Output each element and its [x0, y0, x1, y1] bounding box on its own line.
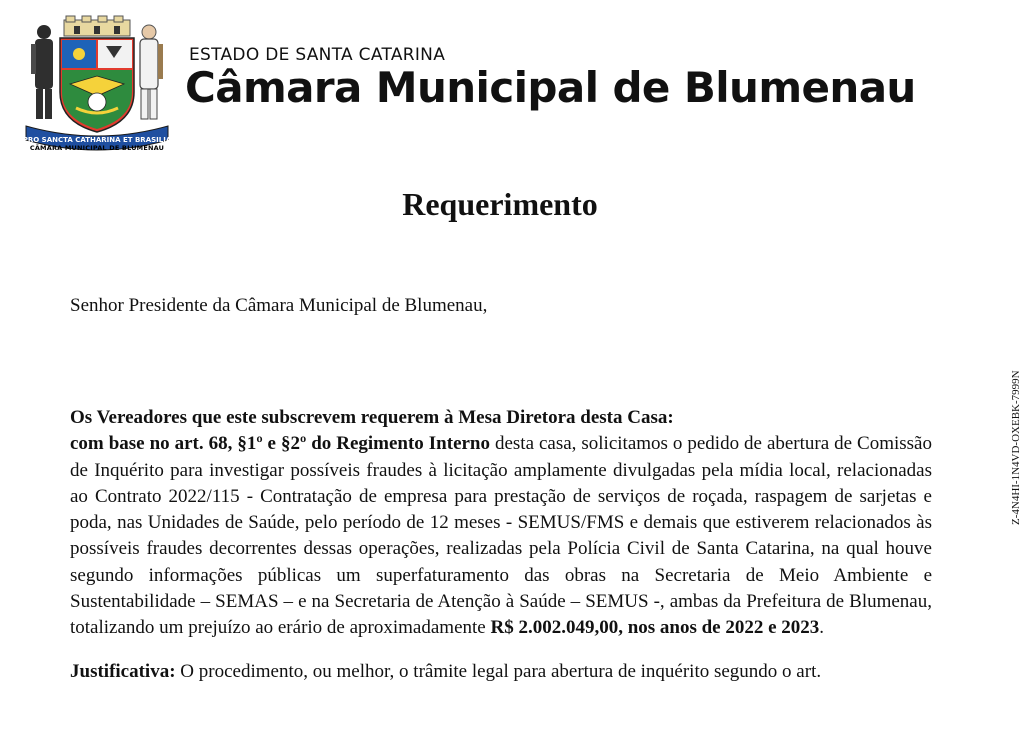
legal-basis: com base no art. 68, §1º e §2º do Regimento Interno: [70, 433, 490, 455]
crown-icon: [64, 16, 130, 36]
chamber-name: Câmara Municipal de Blumenau: [185, 63, 916, 112]
municipal-crest-icon: [22, 14, 172, 159]
request-body: [70, 405, 932, 685]
crest-caption: CÂMARA MUNICIPAL DE BLUMENAU: [29, 144, 165, 152]
request-text: desta casa, solicitamos o pedido de abertura de Comissão de Inquérito para investigar possíveis fraudes à licitação amplamente divulgadas pela mídia local, relacionadas ao Contrato 2022/115 - Contratação de empresa para prestação de serviços de roçada, raspagem de sarjetas e poda, nas Unidades de Saúde, pelo período de 12 meses - SEMUS/FMS e demais que estiverem relacionados às possíveis fraudes decorrentes dessas operações, realizadas pela Polícia Civil de Santa Catarina, na qual houve segundo informações públicas um superfaturamento das obras na Secretaria de Meio Ambiente e Sustentabilidade – SEMAS – e na Secretaria de Atenção à Saúde – SEMUS -, ambas da Prefeitura de Blumenau, totalizando um prejuízo ao erário de aproximadamente: [70, 433, 932, 639]
request-intro: Os Vereadores que este subscrevem requerem à Mesa Diretora desta Casa:: [70, 407, 674, 428]
right-figure-icon: [140, 25, 163, 119]
damage-amount: R$ 2.002.049,00, nos anos de 2022 e 2023: [490, 617, 820, 639]
document-verification-code: Z-4N4HI-1N4VD-OXEBK-7999N: [1010, 370, 1022, 525]
state-name: ESTADO DE SANTA CATARINA: [189, 45, 446, 65]
crest-motto: PRO SANCTA CATHARINA ET BRASILIA: [22, 136, 172, 144]
justification-label: Justificativa:: [70, 660, 176, 682]
justification-text: O procedimento, ou melhor, o trâmite legal para abertura de inquérito segundo o art.: [175, 660, 822, 682]
left-figure-icon: [31, 25, 53, 119]
request-period: .: [819, 617, 825, 639]
request-paragraph: [70, 431, 932, 641]
page-title: Requerimento: [402, 186, 598, 222]
shield-icon: [60, 38, 134, 132]
justification-paragraph: [70, 659, 932, 685]
salutation: Senhor Presidente da Câmara Municipal de Blumenau,: [70, 295, 488, 316]
